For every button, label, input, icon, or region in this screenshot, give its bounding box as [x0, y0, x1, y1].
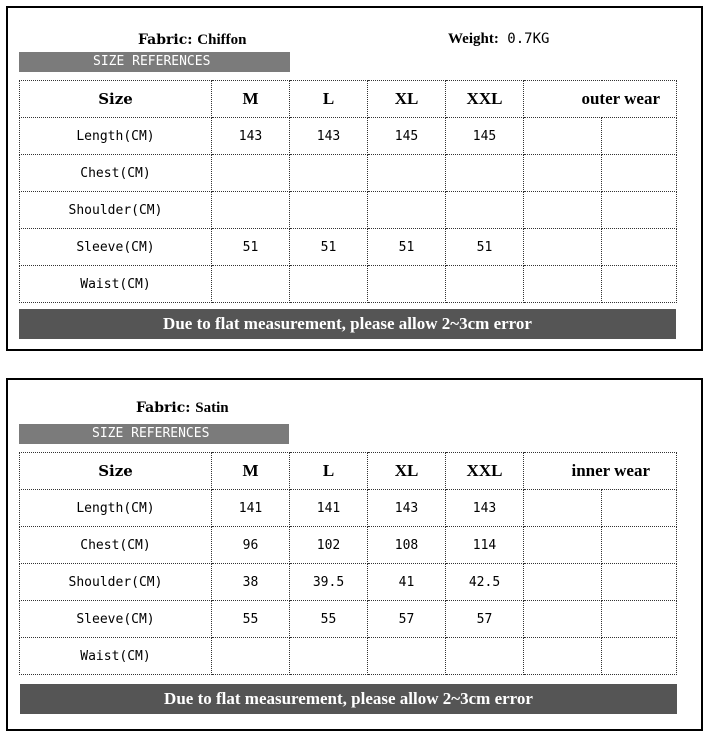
- fabric-label: Fabric:: [136, 400, 191, 416]
- table-row: [20, 601, 677, 638]
- row-label: Length(CM): [20, 490, 212, 527]
- table-cell: 51: [368, 229, 446, 266]
- table-cell: [602, 527, 677, 564]
- table-cell: [290, 266, 368, 303]
- table-cell: [602, 601, 677, 638]
- weight-line: [448, 31, 549, 48]
- table-cell: 39.5: [290, 564, 368, 601]
- row-label: Sleeve(CM): [20, 601, 212, 638]
- table-cell: [212, 155, 290, 192]
- table-row: [20, 490, 677, 527]
- measurement-note-banner: Due to flat measurement, please allow 2~3cm error: [19, 309, 676, 339]
- fabric-value: Satin: [195, 400, 229, 416]
- table-cell: 38: [212, 564, 290, 601]
- table-cell: [602, 229, 677, 266]
- table-cell: [524, 192, 602, 229]
- table-cell: [524, 638, 602, 675]
- row-label: Length(CM): [20, 118, 212, 155]
- size-table: [19, 80, 677, 303]
- table-cell: 143: [212, 118, 290, 155]
- table-cell: [290, 638, 368, 675]
- table-cell: [602, 192, 677, 229]
- weight-value: 0.7KG: [507, 31, 550, 47]
- table-cell: [524, 155, 602, 192]
- header-xxl: XXL: [446, 453, 524, 490]
- header-m: M: [212, 81, 290, 118]
- row-label: Chest(CM): [20, 527, 212, 564]
- table-cell: [212, 266, 290, 303]
- header-l: L: [290, 81, 368, 118]
- table-cell: 145: [368, 118, 446, 155]
- row-label: Shoulder(CM): [20, 564, 212, 601]
- table-cell: [368, 266, 446, 303]
- table-cell: 57: [446, 601, 524, 638]
- table-cell: 51: [446, 229, 524, 266]
- table-cell: 51: [290, 229, 368, 266]
- table-cell: [524, 527, 602, 564]
- size-references-bar: SIZE REFERENCES: [19, 52, 290, 72]
- table-cell: 55: [290, 601, 368, 638]
- table-cell: [446, 266, 524, 303]
- table-cell: [524, 229, 602, 266]
- fabric-line: [138, 32, 246, 49]
- table-cell: [446, 192, 524, 229]
- table-cell: 57: [368, 601, 446, 638]
- table-row: [20, 266, 677, 303]
- table-row: [20, 192, 677, 229]
- header-xl: XL: [368, 453, 446, 490]
- header-wear-type: outer wear: [524, 81, 677, 118]
- table-row: [20, 564, 677, 601]
- row-label: Chest(CM): [20, 155, 212, 192]
- row-label: Waist(CM): [20, 638, 212, 675]
- fabric-line: [136, 400, 229, 417]
- table-cell: [524, 490, 602, 527]
- header-size: Size: [20, 81, 212, 118]
- table-cell: 108: [368, 527, 446, 564]
- table-cell: [290, 192, 368, 229]
- table-cell: [602, 155, 677, 192]
- header-l: L: [290, 453, 368, 490]
- table-cell: [212, 192, 290, 229]
- table-cell: [524, 118, 602, 155]
- size-references-bar: SIZE REFERENCES: [19, 424, 289, 444]
- table-row: [20, 229, 677, 266]
- table-cell: [524, 564, 602, 601]
- table-cell: [212, 638, 290, 675]
- table-row: [20, 638, 677, 675]
- table-cell: [602, 118, 677, 155]
- table-cell: 55: [212, 601, 290, 638]
- table-cell: [602, 638, 677, 675]
- table-cell: 143: [368, 490, 446, 527]
- table-cell: [602, 564, 677, 601]
- table-row: [20, 155, 677, 192]
- header-size: Size: [20, 453, 212, 490]
- fabric-label: Fabric:: [138, 32, 193, 48]
- table-cell: [446, 155, 524, 192]
- table-cell: [524, 266, 602, 303]
- measurement-note-banner: Due to flat measurement, please allow 2~3cm error: [20, 684, 677, 714]
- table-cell: [602, 266, 677, 303]
- header-wear-type: inner wear: [524, 453, 677, 490]
- fabric-value: Chiffon: [197, 32, 247, 48]
- table-cell: 141: [290, 490, 368, 527]
- table-cell: 42.5: [446, 564, 524, 601]
- table-row: [20, 118, 677, 155]
- table-cell: 143: [290, 118, 368, 155]
- table-cell: [368, 155, 446, 192]
- table-cell: [368, 192, 446, 229]
- header-xxl: XXL: [446, 81, 524, 118]
- table-row: [20, 527, 677, 564]
- table-cell: 145: [446, 118, 524, 155]
- table-cell: 114: [446, 527, 524, 564]
- table-cell: 141: [212, 490, 290, 527]
- table-cell: [446, 638, 524, 675]
- row-label: Shoulder(CM): [20, 192, 212, 229]
- row-label: Sleeve(CM): [20, 229, 212, 266]
- table-cell: [368, 638, 446, 675]
- row-label: Waist(CM): [20, 266, 212, 303]
- table-header-row: [20, 453, 677, 490]
- table-cell: 102: [290, 527, 368, 564]
- table-cell: 143: [446, 490, 524, 527]
- size-table: [19, 452, 677, 675]
- table-cell: 41: [368, 564, 446, 601]
- table-cell: 51: [212, 229, 290, 266]
- table-cell: 96: [212, 527, 290, 564]
- weight-label: Weight:: [448, 31, 499, 47]
- table-cell: [290, 155, 368, 192]
- table-cell: [602, 490, 677, 527]
- header-m: M: [212, 453, 290, 490]
- header-xl: XL: [368, 81, 446, 118]
- table-header-row: [20, 81, 677, 118]
- table-cell: [524, 601, 602, 638]
